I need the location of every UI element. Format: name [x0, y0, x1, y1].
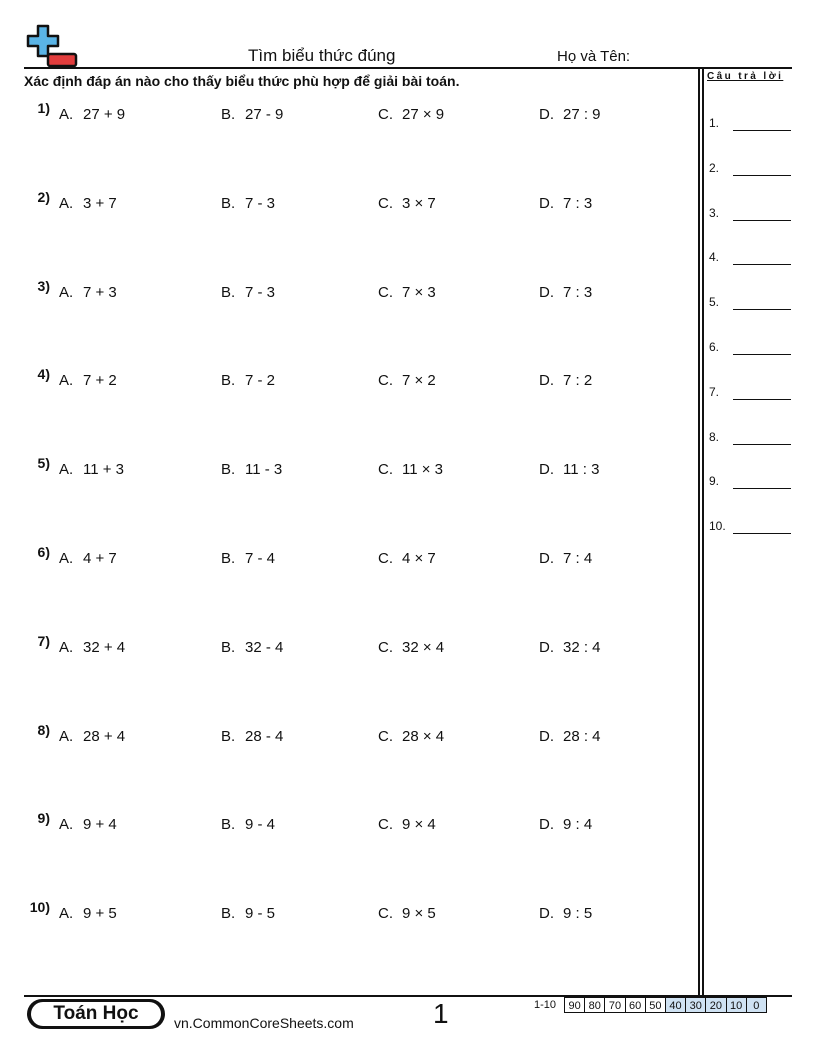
choice-expression: 11 × 3: [402, 461, 444, 479]
answer-blank[interactable]: [733, 264, 791, 265]
answer-blank-line[interactable]: [709, 206, 793, 222]
answer-choice[interactable]: [221, 195, 275, 212]
answer-choice[interactable]: [539, 372, 592, 389]
choice-expression: 7 : 2: [563, 372, 593, 390]
answer-choice[interactable]: [221, 372, 275, 389]
choice-letter: D.: [539, 638, 554, 656]
score-cell: 20: [705, 997, 726, 1013]
site-url: vn.CommonCoreSheets.com: [174, 1015, 354, 1031]
choice-expression: 9 : 4: [563, 816, 593, 834]
question-number: 8): [37, 721, 50, 738]
choice-expression: 7 - 3: [245, 194, 276, 212]
choice-letter: C.: [378, 816, 393, 834]
choice-letter: A.: [59, 727, 74, 745]
brand-badge: [27, 999, 165, 1029]
choice-letter: C.: [378, 638, 393, 656]
score-cell: 30: [685, 997, 706, 1013]
page-number: 1: [433, 998, 449, 1029]
answer-choice[interactable]: [59, 639, 125, 656]
answer-choice[interactable]: [539, 461, 599, 478]
answer-choice[interactable]: [59, 461, 124, 478]
choice-letter: D.: [539, 194, 554, 212]
choice-expression: 11 - 3: [245, 461, 283, 479]
worksheet-title: Tìm biểu thức đúng: [248, 46, 396, 65]
name-field-label: Họ và Tên:: [557, 48, 631, 65]
answer-choice[interactable]: [378, 816, 436, 833]
answer-choice[interactable]: [539, 816, 592, 833]
choice-expression: 4 × 7: [402, 550, 436, 567]
answer-blank-line[interactable]: [709, 295, 793, 311]
choice-expression: 7 - 4: [245, 550, 276, 567]
answer-blank[interactable]: [733, 444, 791, 445]
answer-choice[interactable]: [378, 905, 436, 922]
choice-letter: C.: [378, 461, 393, 479]
choice-letter: C.: [378, 550, 393, 567]
answer-number: 7.: [709, 384, 720, 399]
choice-expression: 9 + 4: [83, 816, 117, 834]
answer-choice[interactable]: [378, 372, 436, 389]
choice-expression: 28 × 4: [402, 727, 445, 745]
answer-choice[interactable]: [378, 284, 436, 301]
choice-expression: 4 + 7: [83, 550, 117, 567]
answer-number: 5.: [709, 295, 720, 310]
answer-choice[interactable]: [378, 106, 444, 123]
answer-number: 8.: [709, 429, 720, 444]
choice-letter: D.: [539, 372, 554, 390]
answer-choice[interactable]: [378, 728, 444, 745]
choice-expression: 7 + 2: [83, 372, 117, 390]
answer-choice[interactable]: [221, 284, 275, 301]
score-cell: 50: [645, 997, 666, 1013]
choice-letter: D.: [539, 461, 554, 479]
choice-expression: 32 × 4: [402, 638, 445, 656]
question-row: [24, 100, 684, 126]
question-number: 7): [37, 632, 50, 649]
answer-blank-line[interactable]: [709, 340, 793, 356]
score-cell: 90: [564, 997, 585, 1013]
choice-expression: 7 - 2: [245, 372, 276, 390]
answer-choice[interactable]: [59, 816, 117, 833]
question-row: [24, 810, 684, 836]
answer-choice[interactable]: [59, 195, 117, 212]
score-cell: 60: [625, 997, 646, 1013]
score-table: [565, 997, 767, 1013]
question-row: [24, 899, 684, 925]
answer-number: 4.: [709, 250, 720, 265]
choice-expression: 7 : 3: [563, 194, 593, 212]
answer-choice[interactable]: [539, 728, 601, 745]
answer-choice[interactable]: [221, 550, 275, 567]
question-number: 9): [37, 810, 50, 827]
choice-expression: 7 : 3: [563, 283, 593, 301]
choice-expression: 32 + 4: [83, 638, 126, 656]
choice-letter: D.: [539, 816, 554, 834]
choice-expression: 9 : 5: [563, 905, 593, 923]
choice-letter: A.: [59, 638, 74, 656]
choice-letter: B.: [221, 372, 236, 390]
answer-choice[interactable]: [221, 106, 283, 123]
choice-expression: 9 - 4: [245, 816, 276, 834]
answer-choice[interactable]: [59, 905, 117, 922]
choice-expression: 28 : 4: [563, 727, 601, 745]
choice-letter: A.: [59, 372, 74, 390]
answer-choice[interactable]: [378, 461, 443, 478]
choice-letter: D.: [539, 550, 554, 567]
question-row: [24, 632, 684, 659]
choice-letter: D.: [539, 727, 554, 745]
answer-number: 1.: [709, 116, 720, 130]
question-number: 4): [37, 366, 50, 383]
choice-letter: A.: [59, 816, 74, 834]
choice-letter: A.: [59, 461, 74, 479]
choice-expression: 7 + 3: [83, 283, 117, 301]
question-number: 3): [37, 277, 50, 294]
question-number: 5): [37, 455, 50, 472]
choice-expression: 27 : 9: [563, 106, 601, 123]
choice-letter: A.: [59, 283, 74, 301]
choice-expression: 7 : 4: [563, 550, 593, 567]
answer-blank-line[interactable]: [709, 161, 793, 177]
answer-blank-line[interactable]: [709, 474, 793, 490]
answer-blank-line[interactable]: [709, 116, 793, 132]
answer-blank[interactable]: [733, 309, 791, 310]
choice-letter: B.: [221, 727, 236, 745]
choice-letter: A.: [59, 905, 74, 923]
answer-choice[interactable]: [59, 728, 125, 745]
answer-choice[interactable]: [221, 728, 283, 745]
question-number: 2): [37, 188, 50, 205]
answer-choice[interactable]: [221, 816, 275, 833]
answer-blank-line[interactable]: [709, 519, 793, 535]
answer-number: 2.: [709, 160, 720, 175]
question-row: [24, 277, 684, 304]
answer-column-divider: [698, 68, 700, 995]
choice-expression: 7 - 3: [245, 283, 276, 301]
choice-letter: C.: [378, 106, 393, 123]
answer-blank[interactable]: [733, 399, 791, 400]
question-number: 6): [37, 544, 50, 560]
choice-letter: B.: [221, 816, 236, 834]
choice-expression: 32 : 4: [563, 638, 601, 656]
choice-letter: B.: [221, 905, 236, 923]
score-cell: 0: [746, 997, 767, 1013]
choice-letter: D.: [539, 106, 554, 123]
choice-letter: B.: [221, 461, 236, 479]
answer-key-header: Câu trả lời: [707, 71, 784, 82]
choice-expression: 7 × 2: [402, 372, 436, 390]
choice-letter: A.: [59, 194, 74, 212]
answer-choice[interactable]: [221, 461, 282, 478]
answer-choice[interactable]: [221, 905, 275, 922]
score-range-label: 1-10: [534, 999, 557, 1011]
choice-expression: 27 × 9: [402, 106, 445, 123]
answer-choice[interactable]: [539, 106, 601, 123]
answer-blank-line[interactable]: [709, 430, 793, 446]
plus-minus-logo-icon: [24, 24, 80, 68]
answer-blank[interactable]: [733, 533, 791, 534]
answer-choice[interactable]: [378, 550, 436, 567]
choice-letter: D.: [539, 905, 554, 923]
choice-letter: D.: [539, 283, 554, 301]
choice-letter: A.: [59, 550, 74, 567]
question-row: [24, 188, 684, 215]
question-number: 10): [29, 899, 50, 916]
score-cell: 40: [665, 997, 686, 1013]
choice-letter: B.: [221, 194, 236, 212]
score-cell: 70: [604, 997, 625, 1013]
choice-expression: 9 × 4: [402, 816, 436, 834]
brand-label: Toán Học: [31, 1002, 161, 1026]
answer-blank[interactable]: [733, 130, 791, 131]
choice-letter: C.: [378, 372, 393, 390]
choice-expression: 32 - 4: [245, 638, 284, 656]
answer-choice[interactable]: [221, 639, 283, 656]
answer-choice[interactable]: [539, 550, 592, 567]
choice-letter: C.: [378, 905, 393, 923]
answer-choice[interactable]: [539, 195, 592, 212]
choice-expression: 9 × 5: [402, 905, 436, 923]
choice-expression: 9 - 5: [245, 905, 276, 923]
choice-expression: 27 - 9: [245, 106, 284, 123]
answer-number: 9.: [709, 474, 720, 489]
choice-letter: B.: [221, 106, 236, 123]
choice-letter: A.: [59, 106, 74, 123]
answer-blank[interactable]: [733, 354, 791, 355]
score-cell: 80: [584, 997, 605, 1013]
answer-choice[interactable]: [59, 372, 117, 389]
answer-choice[interactable]: [378, 195, 436, 212]
choice-letter: C.: [378, 727, 393, 745]
answer-number: 6.: [709, 340, 720, 354]
answer-number: 10.: [709, 519, 726, 534]
answer-choice[interactable]: [59, 550, 117, 567]
choice-expression: 28 + 4: [83, 727, 126, 745]
instructions: Xác định đáp án nào cho thấy biểu thức phù hợp để giải bài toán.: [24, 73, 460, 89]
answer-choice[interactable]: [378, 639, 444, 656]
answer-column-divider: [702, 68, 704, 995]
choice-expression: 3 × 7: [402, 194, 436, 212]
question-row: [24, 544, 684, 570]
choice-expression: 28 - 4: [245, 727, 284, 745]
choice-expression: 9 + 5: [83, 905, 117, 923]
choice-letter: B.: [221, 550, 236, 567]
answer-blank[interactable]: [733, 220, 791, 221]
answer-blank[interactable]: [733, 175, 791, 176]
header-rule: [24, 67, 792, 69]
answer-choice[interactable]: [59, 106, 125, 123]
answer-blank[interactable]: [733, 488, 791, 489]
choice-expression: 11 : 3: [563, 461, 600, 479]
choice-expression: 27 + 9: [83, 106, 126, 123]
answer-blank-line[interactable]: [709, 385, 793, 401]
choice-expression: 11 + 3: [83, 461, 125, 479]
choice-expression: 3 + 7: [83, 194, 117, 212]
answer-choice[interactable]: [539, 905, 592, 922]
question-row: [24, 455, 684, 481]
answer-blank-line[interactable]: [709, 250, 793, 266]
answer-choice[interactable]: [59, 284, 117, 301]
score-cell: 10: [726, 997, 747, 1013]
answer-number: 3.: [709, 205, 720, 220]
choice-letter: B.: [221, 638, 236, 656]
answer-choice[interactable]: [539, 284, 592, 301]
choice-letter: B.: [221, 283, 236, 301]
choice-letter: C.: [378, 194, 393, 212]
choice-expression: 7 × 3: [402, 283, 436, 301]
choice-letter: C.: [378, 283, 393, 301]
question-row: [24, 366, 684, 392]
answer-choice[interactable]: [539, 639, 601, 656]
question-row: [24, 721, 684, 748]
question-number: 1): [37, 100, 50, 116]
